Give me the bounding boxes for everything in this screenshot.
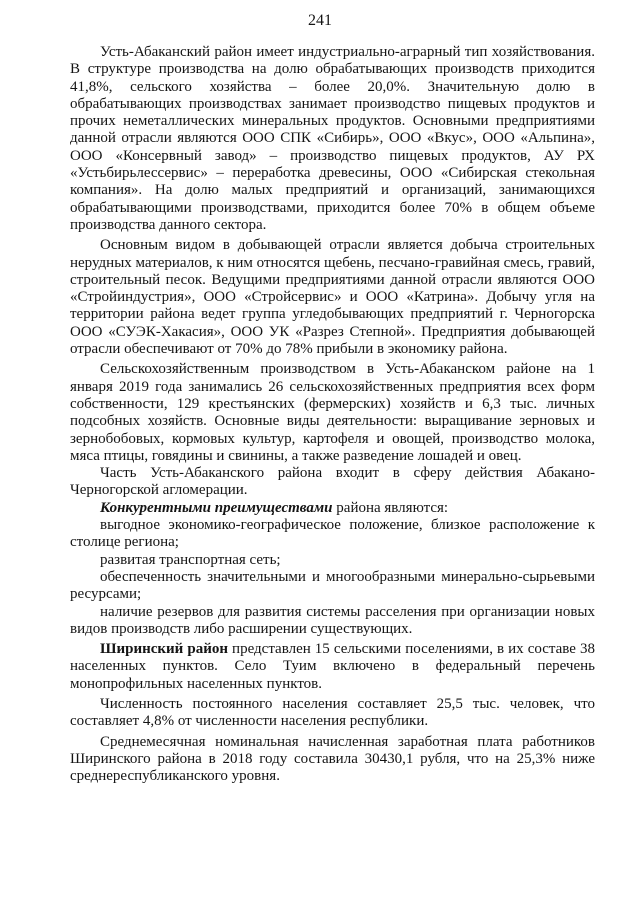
- paragraph-advantages-intro: [70, 500, 595, 517]
- advantage-item: обеспеченность значительными и многообразными минерально-сырьевыми ресурсами;: [70, 568, 595, 603]
- paragraph-agriculture: Сельскохозяйственным производством в Усть-Абаканском районе на 1 января 2019 года занимались 26 сельскохозяйственных предприятия всех форм собственности, 129 крестьянских (фермерских) хозяйств и 6,3 тыс. личных подсобных хозяйств. Основные виды деятельности: выращивание зерновых и зернобобовых, кормовых культур, картофеля и овощей, производство молока, мяса птицы, говядины и свинины, а также разведение лошадей и овец.: [70, 361, 595, 464]
- advantages-heading: Конкурентными преимуществами: [100, 499, 333, 516]
- paragraph-mining: Основным видом в добывающей отрасли является добыча строительных нерудных материалов, к ним относятся щебень, песчано-гравийная смесь, гравий, строительный песок. Ведущими предприятиями данной отрасли являются ООО «Стройиндустрия», ООО «Стройсервис» и ООО «Катрина». Добычу угля на территории района ведет группа угледобывающих предприятий г. Черногорска ООО «СУЭК-Хакасия», ООО УК «Разрез Степной». Предприятия добывающей отрасли обеспечивают от 70% до 78% прибыли в экономику района.: [70, 237, 595, 358]
- paragraph-shira-district: [70, 641, 595, 693]
- advantages-intro-text: района являются:: [332, 499, 449, 516]
- page-number: 241: [308, 12, 332, 29]
- advantage-item: выгодное экономико-географическое положение, близкое расположение к столице региона;: [70, 517, 595, 551]
- advantage-item: развитая транспортная сеть;: [100, 551, 281, 568]
- paragraph-wages: Среднемесячная номинальная начисленная заработная плата работников Ширинского района в 2018 году составила 30430,1 рубля, что на 25,3% ниже среднереспубликанского уровня.: [70, 733, 595, 785]
- shira-district-text: представлен 15 сельскими поселениями, в их составе 38 населенных пунктов. Село Туим включено в федеральный перечень монопрофильных населенных пунктов.: [70, 641, 595, 692]
- shira-district-heading: Ширинский район: [100, 641, 228, 658]
- paragraph-agglomeration: Часть Усть-Абаканского района входит в сферу действия Абакано-Черногорской агломерации.: [70, 465, 595, 499]
- paragraph-ust-abakan-industry: Усть-Абаканский район имеет индустриально-аграрный тип хозяйствования. В структуре производства на долю обрабатывающих производств приходится 41,8%, сельского хозяйства – более 20,0%. Значительную долю в обрабатывающих производствах занимает производство пищевых продуктов и прочих неметаллических минеральных продуктов. Основными предприятиями данной отрасли являются ООО СПК «Сибирь», ООО «Вкус», ООО «Альпина», ООО «Консервный завод» – производство пищевых продуктов, АУ РХ «Устьбирьлессервис» – переработка древесины, ООО «Сибирская стекольная компания». На долю малых предприятий и организаций, занимающихся обрабатывающими производствами, приходится более 70% в общем объеме производства данного сектора.: [70, 44, 595, 233]
- document-body: [70, 44, 595, 785]
- advantage-item: наличие резервов для развития системы расселения при организации новых видов производств либо расширении существующих.: [70, 603, 595, 637]
- paragraph-population: Численность постоянного населения составляет 25,5 тыс. человек, что составляет 4,8% от численности населения республики.: [70, 695, 595, 730]
